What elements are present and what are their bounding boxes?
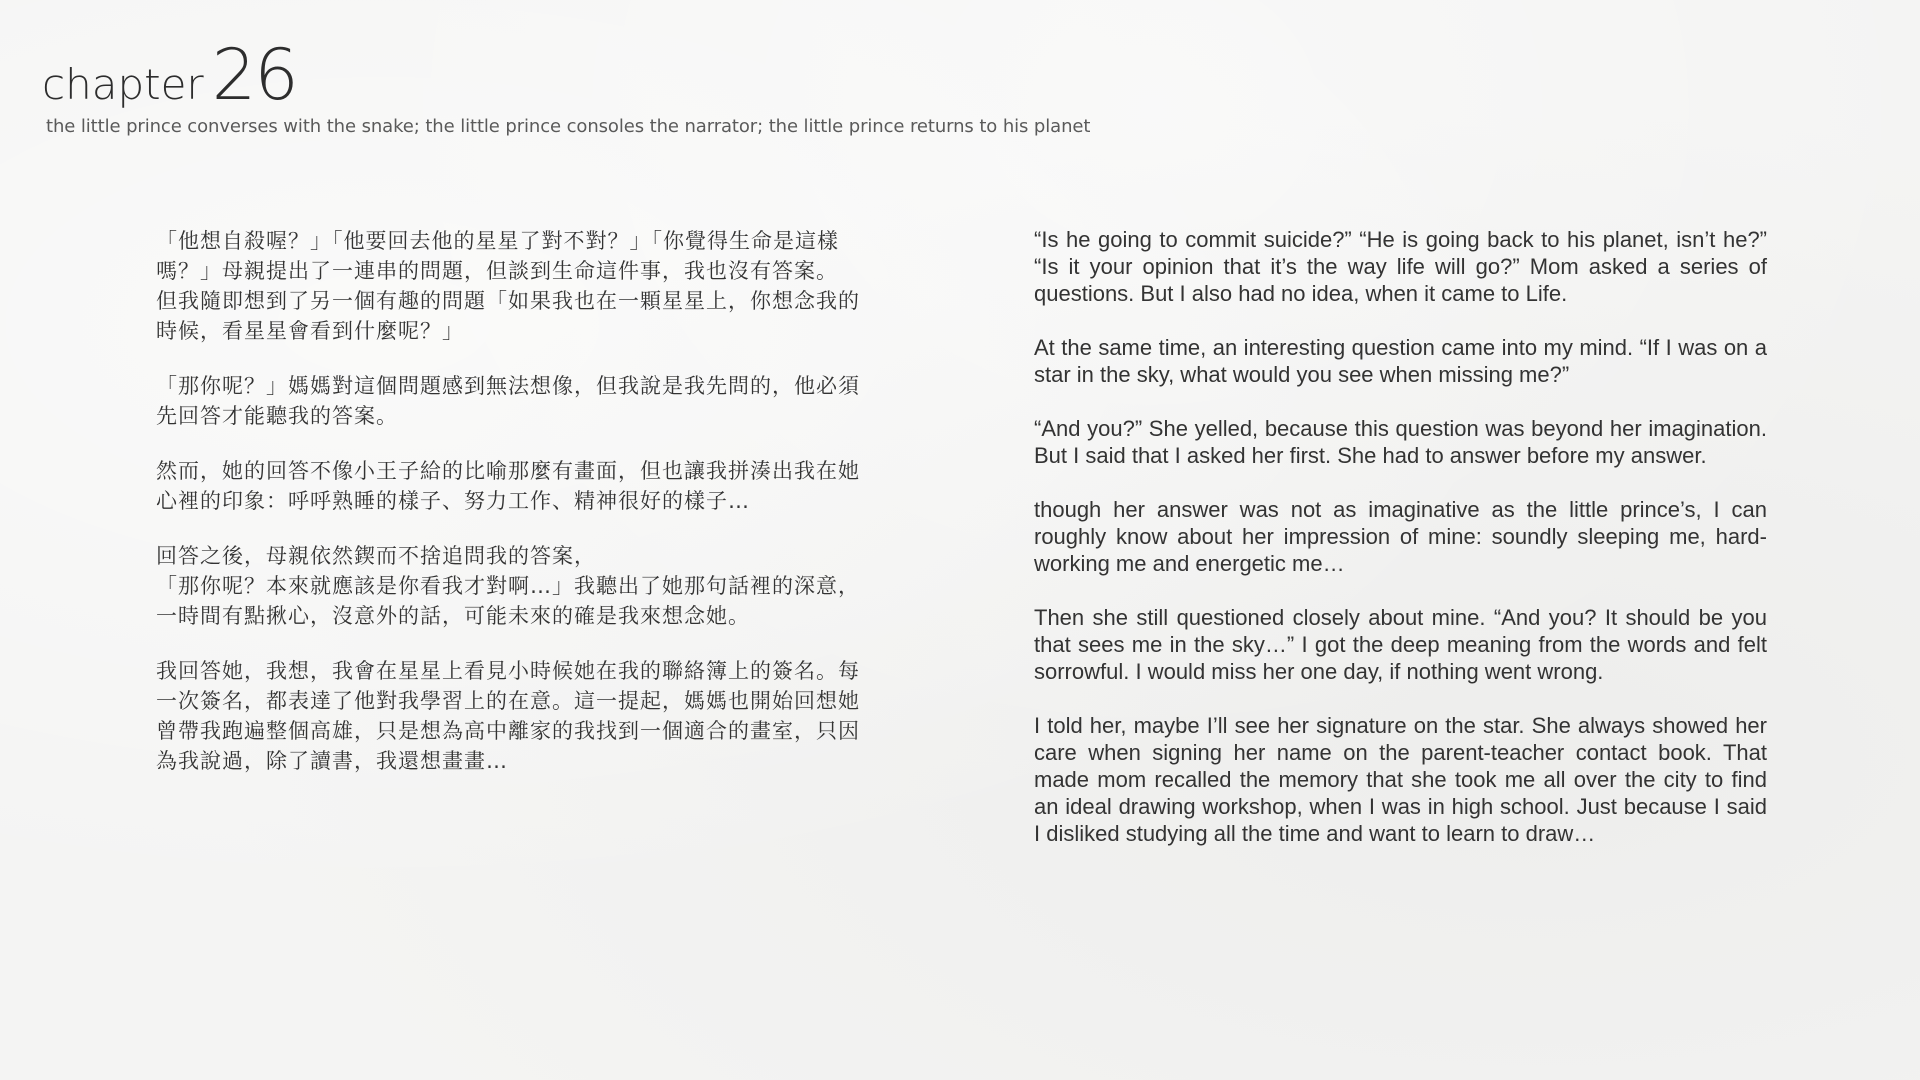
english-paragraph: I told her, maybe I’ll see her signature on the star. She always showed her care when signing her name on the parent-teacher contact book. That made mom recalled the memory that she took me all over the city to find an ideal drawing workshop, when I was in high school. Just because I said I disliked studying all the time and want to learn to draw… bbox=[1034, 713, 1767, 846]
english-paragraph: “Is he going to commit suicide?” “He is going back to his planet, isn’t he?” “Is it your opinion that it’s the way life will go?” Mom asked a series of questions. But I also had no idea, when it came to Life. bbox=[1034, 227, 1767, 306]
english-paragraph: At the same time, an interesting question came into my mind. “If I was on a star in the sky, what would you see when missing me?” bbox=[1034, 335, 1767, 387]
chinese-paragraph: 「那你呢？」媽媽對這個問題感到無法想像，但我說是我先問的，他必須先回答才能聽我的答案。 bbox=[156, 374, 860, 428]
chapter-title bbox=[42, 34, 1090, 116]
chapter-word: chapter bbox=[42, 60, 204, 109]
chapter-header bbox=[42, 34, 1091, 137]
chinese-text-column bbox=[156, 226, 876, 801]
english-text-column bbox=[1034, 226, 1767, 874]
chapter-subtitle: the little prince converses with the snake; the little prince consoles the narrator; the little prince returns to his planet bbox=[46, 116, 1091, 137]
chinese-paragraph: 回答之後，母親依然鍥而不捨追問我的答案， 「那你呢？本來就應該是你看我才對啊…」我聽出了她那句話裡的深意，一時間有點揪心，沒意外的話，可能未來的確是我來想念她。 bbox=[156, 544, 860, 628]
chinese-paragraph: 我回答她，我想，我會在星星上看見小時候她在我的聯絡簿上的簽名。每一次簽名，都表達了他對我學習上的在意。這一提起，媽媽也開始回想她曾帶我跑遍整個高雄，只是想為高中離家的我找到一個適合的畫室，只因為我說過，除了讀書，我還想畫畫… bbox=[156, 659, 860, 773]
english-paragraph: “And you?” She yelled, because this question was beyond her imagination. But I said that I asked her first. She had to answer before my answer. bbox=[1034, 416, 1767, 468]
english-paragraph: Then she still questioned closely about mine. “And you? It should be you that sees me in the sky…” I got the deep meaning from the words and felt sorrowful. I would miss her one day, if nothing went wrong. bbox=[1034, 605, 1767, 684]
chapter-number: 26 bbox=[211, 34, 297, 116]
chinese-paragraph: 「他想自殺喔？」「他要回去他的星星了對不對？」「你覺得生命是這樣嗎？」母親提出了一連串的問題，但談到生命這件事，我也沒有答案。 但我隨即想到了另一個有趣的問題「如果我也在一顆星星上，你想念我的時候，看星星會看到什麼呢？」 bbox=[156, 229, 860, 343]
english-paragraph: though her answer was not as imaginative as the little prince’s, I can roughly know about her impression of mine: soundly sleeping me, hard-working me and energetic me… bbox=[1034, 497, 1767, 576]
chinese-paragraph: 然而，她的回答不像小王子給的比喻那麼有畫面，但也讓我拼湊出我在她心裡的印象：呼呼熟睡的樣子、努力工作、精神很好的樣子… bbox=[156, 459, 860, 513]
